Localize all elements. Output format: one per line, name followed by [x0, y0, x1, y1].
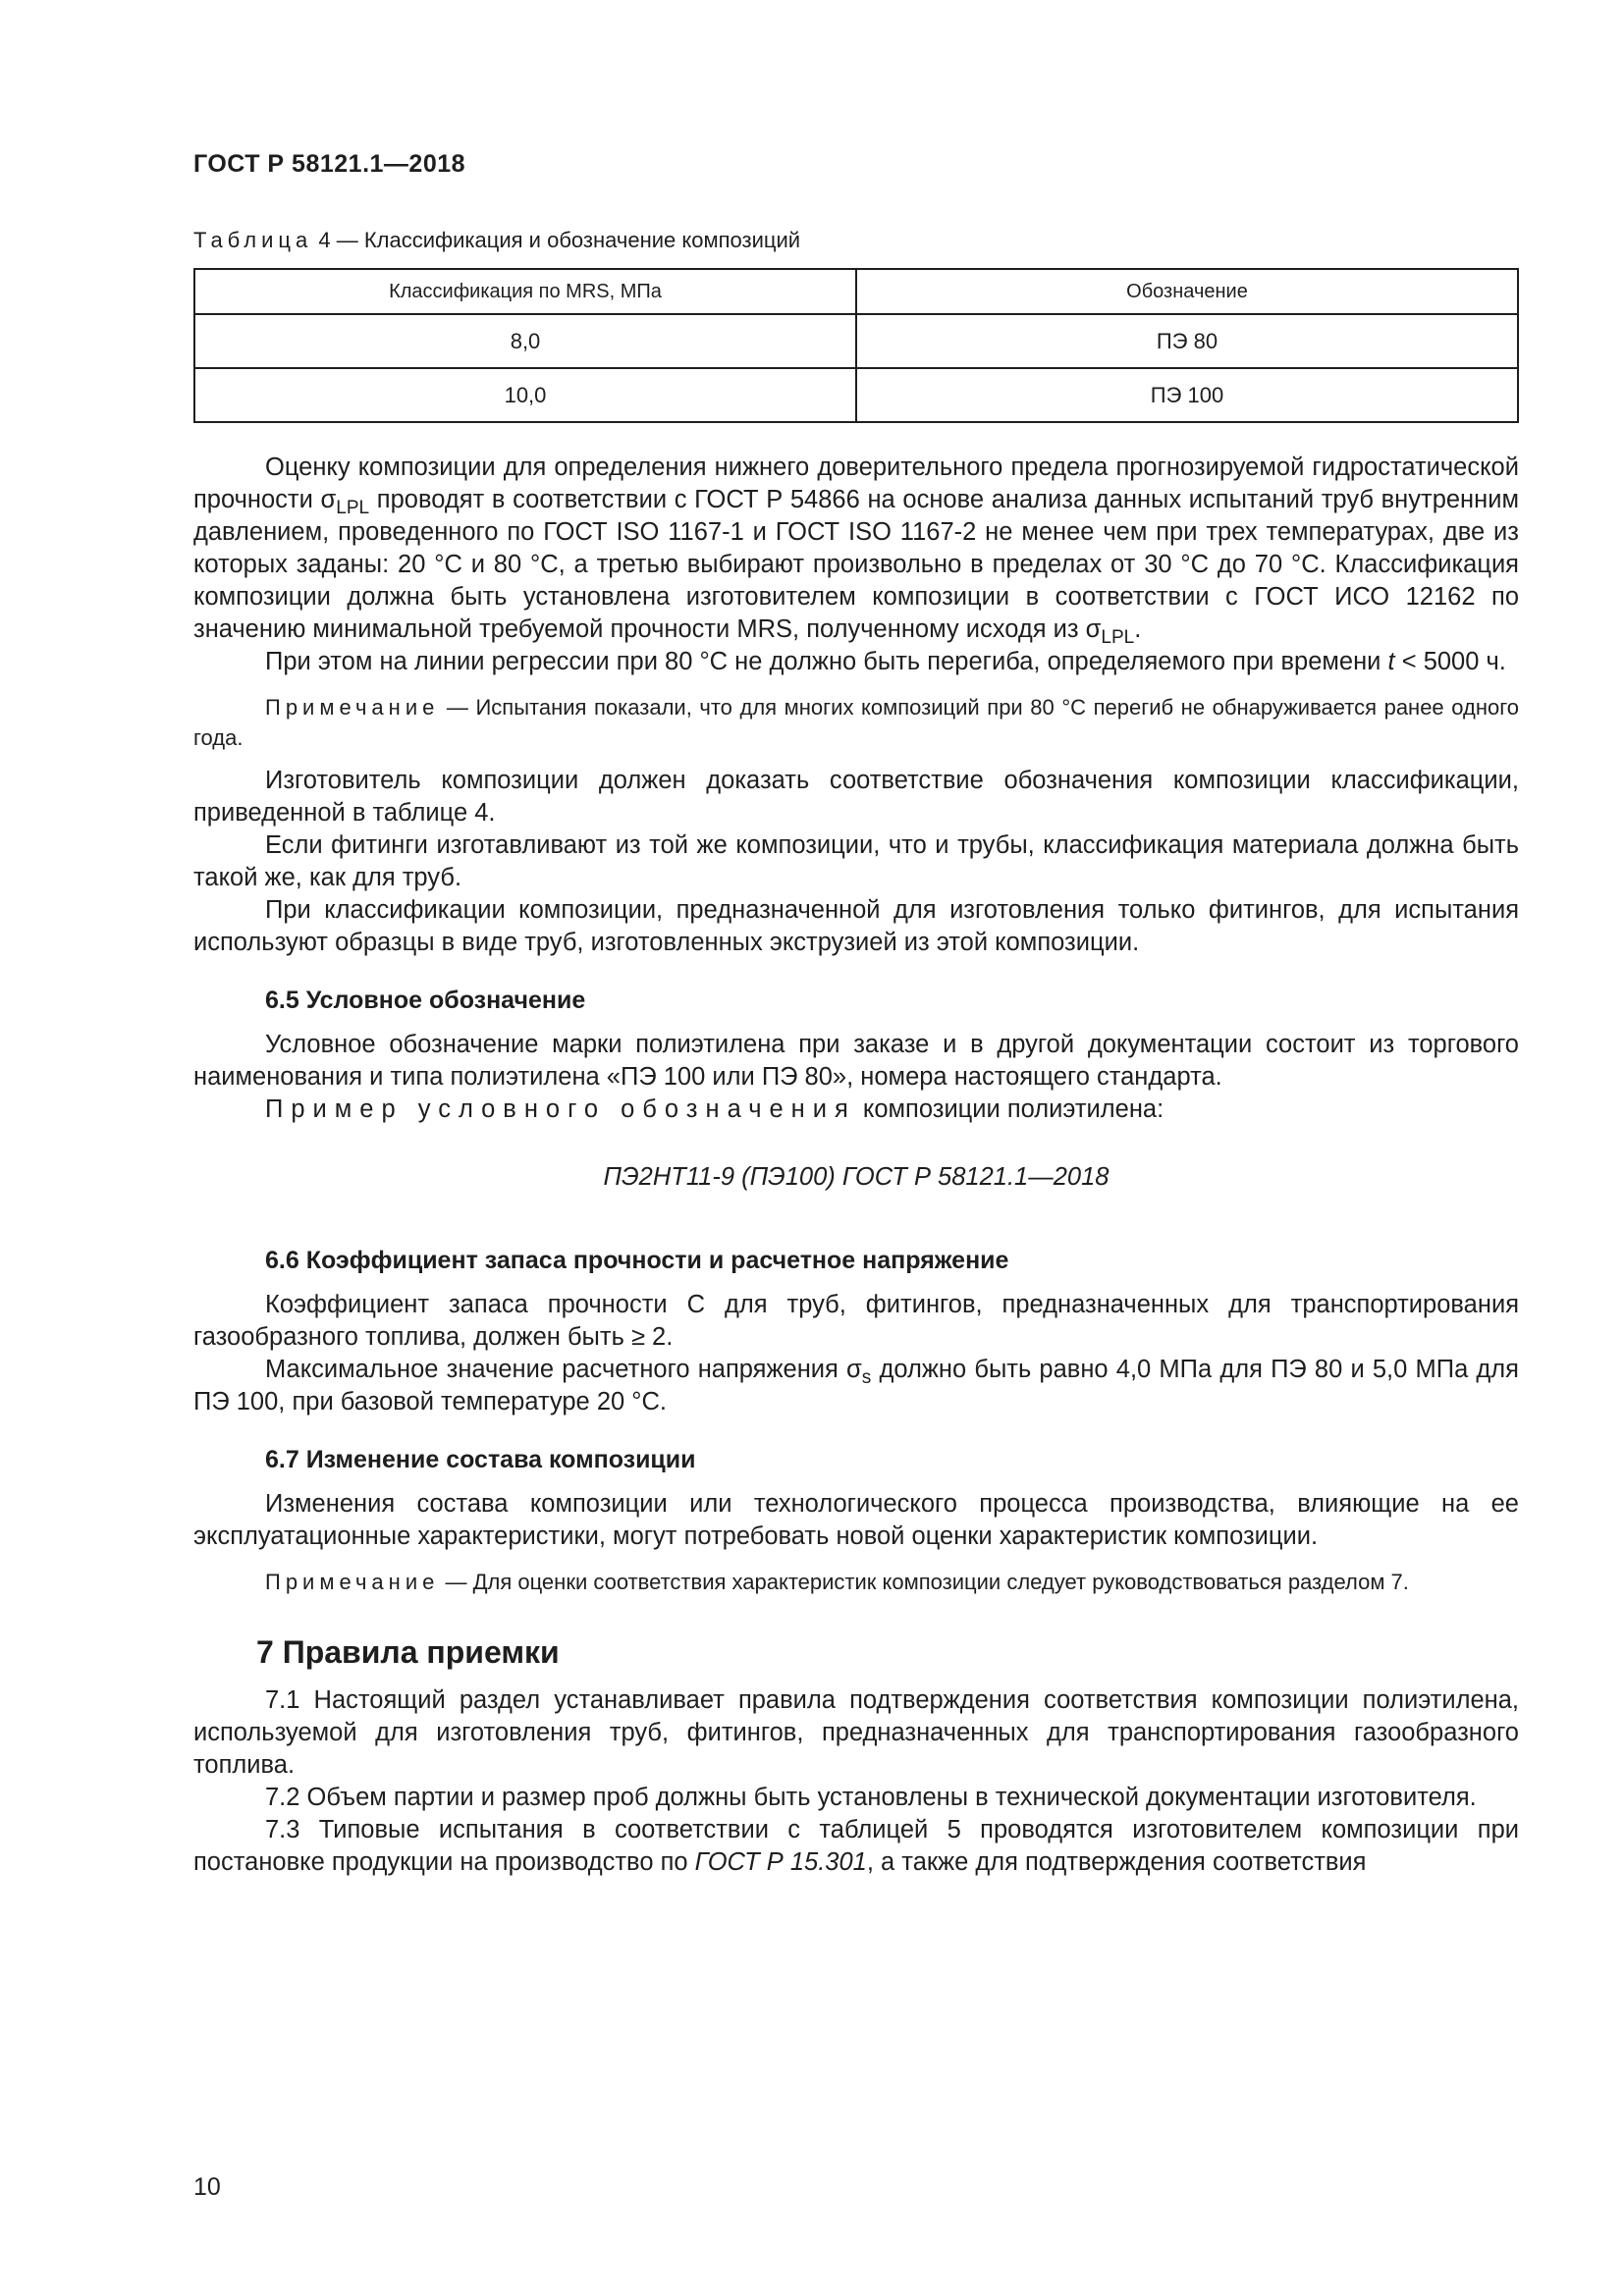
note-text: — Испытания показали, что для многих композиций при 80 °С перегиб не обнаруживается ранее одного года. [193, 695, 1519, 750]
section-heading: 6.7 Изменение состава композиции [265, 1446, 696, 1473]
text-run: При этом на линии регрессии при 80 °С не должно быть перегиба, определяемого при времени [265, 648, 1381, 675]
text-run: должно быть равно 4,0 МПа для ПЭ 80 и 5,0 МПа для ПЭ 100, при базовой температуре 20 °С. [193, 1356, 1519, 1415]
page-number: 10 [193, 2173, 221, 2201]
paragraph: Если фитинги изготавливают из той же композиции, что и трубы, классификация материала должна быть такой же, как для труб. [193, 831, 1519, 891]
text-run: композиции полиэтилена: [862, 1095, 1164, 1123]
note-label: Примечание [265, 1570, 440, 1594]
sigma-symbol: σ [846, 1356, 862, 1383]
subscript: s [861, 1367, 872, 1388]
classification-table [193, 268, 1519, 423]
table-caption-label: Таблица [193, 228, 313, 252]
designation-example: ПЭ2НТ11-9 (ПЭ100) ГОСТ Р 58121.1—2018 [603, 1163, 1110, 1191]
sigma-symbol: σ [320, 486, 337, 513]
note [193, 1567, 1519, 1597]
table-cell: ПЭ 80 [856, 314, 1518, 368]
table-cell: 10,0 [194, 368, 856, 422]
section-heading: 6.6 Коэффициент запаса прочности и расчетное напряжение [265, 1247, 1009, 1274]
chapter-heading: 7 Правила приемки [256, 1634, 560, 1670]
section-heading: 6.5 Условное обозначение [265, 987, 586, 1014]
text-run: . [1134, 615, 1142, 643]
note-label: Примечание [265, 695, 440, 720]
example-label: Пример условного обозначения [265, 1095, 856, 1123]
document-header: ГОСТ Р 58121.1—2018 [193, 150, 466, 178]
table-caption-text: 4 — Классификация и обозначение композиций [318, 228, 801, 252]
document-body [193, 452, 1519, 1879]
note [193, 692, 1519, 753]
subscript: LPL [336, 498, 370, 518]
paragraph [193, 1354, 1519, 1418]
text-run: проводят в соответствии с ГОСТ Р 54866 на основе анализа данных испытаний труб внутренним давлением, проведенного по ГОСТ ISO 1167-1 и ГОСТ ISO 1167-2 не менее чем при трех температурах, две из которых заданы: 20 °С и 80 °С, а третью выбирают произвольно в пределах от 30 °С до 70 °С. Классификация композиции должна быть установлена изготовителем композиции в соответствии с ГОСТ ИСО 12162 по значению минимальной требуемой прочности MRS, полученному исходя из [193, 486, 1520, 643]
sigma-symbol: σ [1085, 615, 1102, 643]
table-header-cell: Обозначение [856, 269, 1518, 314]
text-run: < 5000 ч. [1401, 648, 1506, 675]
table-row [194, 368, 1518, 422]
paragraph [193, 1814, 1519, 1879]
text-run: , а также для подтверждения соответствия [866, 1848, 1367, 1876]
paragraph: Изготовитель композиции должен доказать соответствие обозначения композиции классификации, приведенной в таблице 4. [193, 767, 1519, 827]
paragraph: Изменения состава композиции или технологического процесса производства, влияющие на ее эксплуатационные характеристики, могут потребовать новой оценки характеристик композиции. [193, 1490, 1519, 1550]
paragraph: При классификации композиции, предназначенной для изготовления только фитингов, для испытания используют образцы в виде труб, изготовленных экструзией из этой композиции. [193, 896, 1519, 956]
table-header-row [194, 269, 1518, 314]
paragraph [193, 646, 1519, 678]
note-text: — Для оценки соответствия характеристик композиции следует руководствоваться разделом 7. [445, 1570, 1409, 1594]
table-4-caption [193, 228, 800, 253]
standard-reference: ГОСТ Р 15.301 [694, 1848, 867, 1876]
paragraph: 7.1 Настоящий раздел устанавливает правила подтверждения соответствия композиции полиэтилена, используемой для изготовления труб, фитингов, предназначенных для транспортирования газообразного топлива. [193, 1686, 1519, 1779]
subscript: LPL [1101, 627, 1135, 648]
paragraph: Условное обозначение марки полиэтилена при заказе и в другой документации состоит из торгового наименования и типа полиэтилена «ПЭ 100 или ПЭ 80», номера настоящего стандарта. [193, 1031, 1519, 1091]
paragraph: Коэффициент запаса прочности С для труб, фитингов, предназначенных для транспортирования газообразного топлива, должен быть ≥ 2. [193, 1291, 1519, 1351]
text-run: Оценку композиции для определения нижнего доверительного предела прогнозируемой гидростатической прочности [193, 454, 1519, 513]
paragraph: 7.2 Объем партии и размер проб должны быть установлены в технической документации изготовителя. [265, 1784, 1477, 1811]
table-header-cell: Классификация по MRS, МПа [194, 269, 856, 314]
text-run: t [1387, 648, 1395, 675]
text-run: Максимальное значение расчетного напряжения [265, 1356, 839, 1383]
paragraph [193, 452, 1519, 646]
table-cell: 8,0 [194, 314, 856, 368]
example-intro [193, 1094, 1519, 1126]
table-cell: ПЭ 100 [856, 368, 1518, 422]
text-run: 7.3 Типовые испытания в соответствии с таблицей 5 проводятся изготовителем композиции при постановке продукции на производство по [193, 1816, 1519, 1876]
table-row [194, 314, 1518, 368]
